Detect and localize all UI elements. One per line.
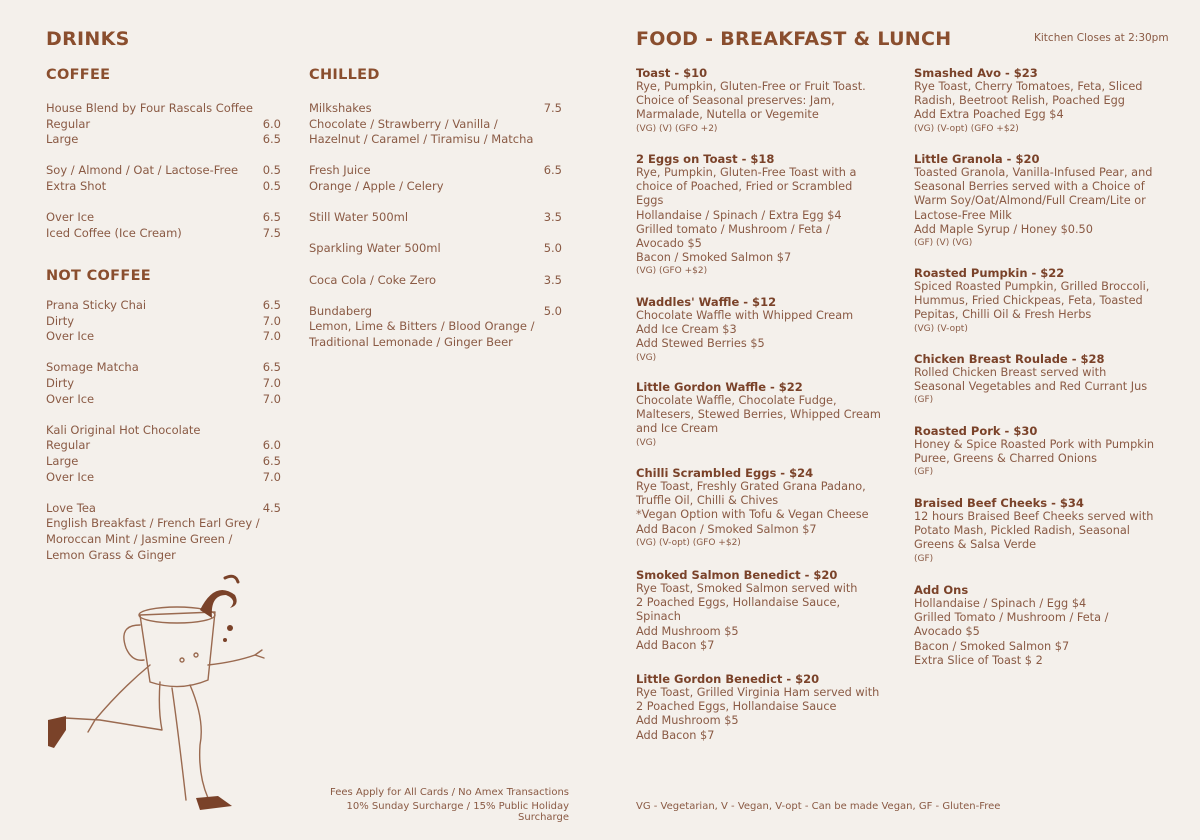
item-name: Chocolate / Strawberry / Vanilla / xyxy=(309,116,498,131)
food-item-description-line: *Vegan Option with Tofu & Vegan Cheese xyxy=(636,508,869,522)
item-price: 7.5 xyxy=(543,101,562,115)
menu-row xyxy=(46,470,281,486)
food-item-description-line: Chocolate Waffle with Whipped Cream xyxy=(636,309,854,322)
item-name: Sparkling Water 500ml xyxy=(309,241,441,256)
item-price: 6.0 xyxy=(262,116,281,131)
menu-row xyxy=(46,329,281,345)
food-item-description-line: Bacon / Smoked Salmon $7 xyxy=(914,639,1070,653)
item-price: 6.5 xyxy=(262,132,281,147)
item-name: Hazelnut / Caramel / Tiramisu / Matcha xyxy=(309,132,534,147)
item-name: Traditional Lemonade / Ginger Beer xyxy=(309,334,513,349)
item-name: Prana Sticky Chai xyxy=(46,298,147,312)
dietary-tags: (VG) xyxy=(636,437,657,448)
menu-row xyxy=(46,314,281,330)
item-name: Orange / Apple / Celery xyxy=(309,178,444,193)
item-name: Moroccan Mint / Jasmine Green / xyxy=(46,531,233,546)
food-item-description-line: Add Bacon / Smoked Salmon $7 xyxy=(636,522,817,536)
coffee-heading: COFFEE xyxy=(46,67,111,83)
item-name: Regular xyxy=(46,438,91,453)
food-item-title: Toast - $10 xyxy=(636,66,708,80)
dietary-tags: (VG) xyxy=(636,352,657,363)
menu-row xyxy=(46,298,281,314)
food-item-description-line: Avocado $5 xyxy=(636,237,702,251)
food-item-description-line: Puree, Greens & Charred Onions xyxy=(914,452,1098,466)
food-heading: FOOD - BREAKFAST & LUNCH xyxy=(636,28,952,50)
item-name: Milkshakes xyxy=(309,101,372,115)
food-item-description-line: Toasted Granola, Vanilla-Infused Pear, and xyxy=(914,166,1153,179)
item-price: 0.5 xyxy=(262,163,281,178)
food-item-description-line: Rye Toast, Smoked Salmon served with xyxy=(636,582,858,595)
item-price: 7.5 xyxy=(262,225,281,240)
menu-row xyxy=(46,423,281,439)
not-coffee-heading: NOT COFFEE xyxy=(46,268,151,284)
dietary-tags: (GF) (V) (VG) xyxy=(914,238,973,249)
menu-row xyxy=(309,179,562,195)
menu-row xyxy=(309,304,562,320)
item-name: House Blend by Four Rascals Coffee xyxy=(46,101,253,115)
menu-row xyxy=(46,360,281,376)
menu-row xyxy=(46,226,281,242)
dietary-tags: (GF) xyxy=(914,395,934,406)
card-fees-note: Fees Apply for All Cards / No Amex Transactions xyxy=(330,787,569,798)
menu-row xyxy=(46,548,281,564)
food-item-description-line: Avocado $5 xyxy=(914,625,980,639)
food-item-description-line: Spiced Roasted Pumpkin, Grilled Broccoli, xyxy=(914,280,1150,293)
food-item-description-line: Add Bacon $7 xyxy=(636,638,715,652)
food-item xyxy=(914,266,1164,336)
menu-row xyxy=(46,179,281,195)
spacer xyxy=(309,226,562,242)
food-item-description-line: Seasonal Berries served with a Choice of xyxy=(914,180,1145,194)
food-item-description-line: Greens & Salsa Verde xyxy=(914,538,1037,552)
item-price: 3.5 xyxy=(543,272,562,287)
chilled-list xyxy=(309,101,562,351)
item-price: 7.0 xyxy=(262,329,281,344)
menu-row xyxy=(46,454,281,470)
food-item-description-line: 2 Poached Eggs, Hollandaise Sauce, xyxy=(636,596,841,610)
menu-row xyxy=(309,319,562,335)
food-item-title: Little Gordon Waffle - $22 xyxy=(636,380,803,394)
food-item-description-line: and Ice Cream xyxy=(636,422,719,436)
spacer xyxy=(46,407,281,423)
running-coffee-cup-illustration xyxy=(40,570,270,815)
food-item-description-line: Pepitas, Chilli Oil & Fresh Herbs xyxy=(914,308,1092,322)
food-item xyxy=(636,568,886,653)
food-item-description-line: Hollandaise / Spinach / Egg $4 xyxy=(914,597,1087,610)
menu-row xyxy=(309,335,562,351)
menu-row xyxy=(46,132,281,148)
item-name: Still Water 500ml xyxy=(309,210,409,225)
food-item-title: Roasted Pumpkin - $22 xyxy=(914,266,1065,280)
item-name: English Breakfast / French Earl Grey / xyxy=(46,516,260,531)
item-price: 6.0 xyxy=(262,438,281,453)
food-item xyxy=(636,380,886,450)
food-item-description-line: Truffle Oil, Chilli & Chives xyxy=(636,494,779,508)
menu-row xyxy=(309,132,562,148)
food-item xyxy=(636,672,886,743)
item-price: 3.5 xyxy=(543,210,562,225)
food-item-description-line: Bacon / Smoked Salmon $7 xyxy=(636,251,792,265)
drinks-heading: DRINKS xyxy=(46,28,130,50)
food-item-description-line: Honey & Spice Roasted Pork with Pumpkin xyxy=(914,438,1155,451)
item-price: 5.0 xyxy=(543,241,562,256)
item-price: 7.0 xyxy=(262,375,281,390)
food-item-description-line: Eggs xyxy=(636,194,664,208)
spacer xyxy=(309,288,562,304)
food-item-description-line: choice of Poached, Fried or Scrambled xyxy=(636,180,853,194)
menu-row xyxy=(46,532,281,548)
food-item-description-line: Rye, Pumpkin, Gluten-Free or Fruit Toast. xyxy=(636,80,866,93)
food-item-description-line: Potato Mash, Pickled Radish, Seasonal xyxy=(914,524,1130,538)
not-coffee-list xyxy=(46,298,281,563)
food-item-title: Smashed Avo - $23 xyxy=(914,66,1038,80)
item-price: 6.5 xyxy=(543,163,562,178)
food-item-title: 2 Eggs on Toast - $18 xyxy=(636,152,775,166)
food-item-description-line: Hollandaise / Spinach / Extra Egg $4 xyxy=(636,208,842,222)
item-name: Over Ice xyxy=(46,469,95,484)
coffee-list xyxy=(46,101,281,241)
menu-row xyxy=(309,210,562,226)
spacer xyxy=(309,257,562,273)
item-name: Lemon Grass & Ginger xyxy=(46,547,176,562)
spacer xyxy=(309,195,562,211)
food-item-description-line: Grilled tomato / Mushroom / Feta / xyxy=(636,222,830,236)
item-name: Iced Coffee (Ice Cream) xyxy=(46,225,182,240)
item-price: 6.5 xyxy=(262,298,281,312)
food-item-title: Chicken Breast Roulade - $28 xyxy=(914,352,1105,366)
dietary-legend: VG - Vegetarian, V - Vegan, V-opt - Can be made Vegan, GF - Gluten-Free xyxy=(636,801,1001,812)
food-item-description-line: Add Mushroom $5 xyxy=(636,624,739,638)
food-item xyxy=(914,352,1164,407)
food-item-description-line: Rye Toast, Freshly Grated Grana Padano, xyxy=(636,480,866,493)
dietary-tags: (VG) (V) (GFO +2) xyxy=(636,123,718,134)
food-item-description-line: Lactose-Free Milk xyxy=(914,208,1012,222)
spacer xyxy=(46,345,281,361)
food-item-title: Chilli Scrambled Eggs - $24 xyxy=(636,466,814,480)
food-item-description-line: 2 Poached Eggs, Hollandaise Sauce xyxy=(636,700,837,714)
food-item-description-line: Marmalade, Nutella or Vegemite xyxy=(636,108,819,122)
item-price: 5.0 xyxy=(543,303,562,318)
menu-row xyxy=(309,241,562,257)
menu-row xyxy=(46,117,281,133)
item-name: Extra Shot xyxy=(46,178,107,193)
kitchen-closing-note: Kitchen Closes at 2:30pm xyxy=(1034,32,1169,44)
food-item-description-line: Rye Toast, Cherry Tomatoes, Feta, Sliced xyxy=(914,80,1143,93)
menu-row xyxy=(46,392,281,408)
item-price: 7.0 xyxy=(262,313,281,328)
item-price: 6.5 xyxy=(262,360,281,375)
food-item-description-line: Grilled Tomato / Mushroom / Feta / xyxy=(914,611,1109,625)
item-name: Large xyxy=(46,453,79,468)
food-item-description-line: Add Stewed Berries $5 xyxy=(636,337,765,351)
food-item-description-line: Rolled Chicken Breast served with xyxy=(914,366,1107,379)
item-price: 6.5 xyxy=(262,453,281,468)
menu-row xyxy=(46,516,281,532)
item-name: Over Ice xyxy=(46,391,95,406)
spacer xyxy=(46,195,281,211)
food-item-description-line: Add Mushroom $5 xyxy=(636,714,739,728)
food-item-title: Little Gordon Benedict - $20 xyxy=(636,672,820,686)
food-item-description-line: Warm Soy/Oat/Almond/Full Cream/Lite or xyxy=(914,194,1146,208)
item-name: Lemon, Lime & Bitters / Blood Orange / xyxy=(309,319,535,334)
chilled-heading: CHILLED xyxy=(309,67,380,83)
menu-row xyxy=(46,163,281,179)
food-item-description-line: Spinach xyxy=(636,610,681,624)
item-price: 0.5 xyxy=(262,178,281,193)
menu-row xyxy=(309,117,562,133)
menu-row xyxy=(46,501,281,517)
food-item-title: Little Granola - $20 xyxy=(914,152,1040,166)
food-item xyxy=(914,583,1164,668)
item-name: Love Tea xyxy=(46,500,96,515)
food-item xyxy=(636,295,886,365)
item-name: Bundaberg xyxy=(309,303,373,318)
item-name: Dirty xyxy=(46,313,75,328)
food-item-description-line: Maltesers, Stewed Berries, Whipped Cream xyxy=(636,408,881,422)
item-price: 7.0 xyxy=(262,391,281,406)
food-item xyxy=(914,152,1164,250)
food-item-description-line: Add Ice Cream $3 xyxy=(636,323,737,337)
food-item-description-line: Rye, Pumpkin, Gluten-Free Toast with a xyxy=(636,166,857,179)
spacer xyxy=(46,148,281,164)
food-item-description-line: Hummus, Fried Chickpeas, Feta, Toasted xyxy=(914,294,1143,308)
food-item xyxy=(914,496,1164,566)
item-name: Soy / Almond / Oat / Lactose-Free xyxy=(46,163,239,178)
menu-row xyxy=(309,163,562,179)
food-item-description-line: Rye Toast, Grilled Virginia Ham served with xyxy=(636,686,880,699)
dietary-tags: (VG) (GFO +$2) xyxy=(636,266,708,277)
dietary-tags: (VG) (V-opt) (GFO +$2) xyxy=(636,537,741,548)
menu-row xyxy=(46,210,281,226)
item-name: Dirty xyxy=(46,375,75,390)
food-item-title: Waddles' Waffle - $12 xyxy=(636,295,777,309)
menu-row xyxy=(309,273,562,289)
dietary-tags: (VG) (V-opt) (GFO +$2) xyxy=(914,123,1019,134)
item-name: Fresh Juice xyxy=(309,163,371,178)
item-price: 6.5 xyxy=(262,210,281,225)
food-item-title: Add Ons xyxy=(914,583,969,597)
menu-row xyxy=(46,376,281,392)
item-name: Coca Cola / Coke Zero xyxy=(309,272,437,287)
food-item-title: Braised Beef Cheeks - $34 xyxy=(914,496,1084,510)
item-name: Somage Matcha xyxy=(46,360,139,375)
food-item xyxy=(636,66,886,136)
food-item xyxy=(636,466,886,550)
menu-row xyxy=(46,438,281,454)
dietary-tags: (VG) (V-opt) xyxy=(914,323,968,334)
spacer xyxy=(46,485,281,501)
spacer xyxy=(309,148,562,164)
item-name: Regular xyxy=(46,116,91,131)
food-item-title: Roasted Pork - $30 xyxy=(914,424,1038,438)
food-item-description-line: Add Maple Syrup / Honey $0.50 xyxy=(914,222,1093,236)
menu-row xyxy=(309,101,562,117)
food-item-description-line: Add Extra Poached Egg $4 xyxy=(914,108,1064,122)
food-item-description-line: Chocolate Waffle, Chocolate Fudge, xyxy=(636,394,837,407)
food-item xyxy=(914,424,1164,479)
food-item xyxy=(636,152,886,278)
item-price: 7.0 xyxy=(262,469,281,484)
item-name: Kali Original Hot Chocolate xyxy=(46,422,201,437)
surcharge-note: 10% Sunday Surcharge / 15% Public Holiday Surcharge xyxy=(346,801,569,823)
food-item-description-line: Radish, Beetroot Relish, Poached Egg xyxy=(914,94,1125,108)
dietary-tags: (GF) xyxy=(914,467,934,478)
menu-row xyxy=(46,101,281,117)
food-item xyxy=(914,66,1164,136)
food-item-description-line: Add Bacon $7 xyxy=(636,728,715,742)
food-item-description-line: Choice of Seasonal preserves: Jam, xyxy=(636,94,835,108)
food-item-description-line: Seasonal Vegetables and Red Currant Jus xyxy=(914,380,1148,394)
item-name: Over Ice xyxy=(46,210,95,225)
food-item-description-line: 12 hours Braised Beef Cheeks served with xyxy=(914,510,1154,523)
dietary-tags: (GF) xyxy=(914,553,934,564)
item-price: 4.5 xyxy=(262,500,281,515)
item-name: Large xyxy=(46,132,79,147)
food-item-description-line: Extra Slice of Toast $ 2 xyxy=(914,653,1043,667)
food-item-title: Smoked Salmon Benedict - $20 xyxy=(636,568,838,582)
item-name: Over Ice xyxy=(46,329,95,344)
